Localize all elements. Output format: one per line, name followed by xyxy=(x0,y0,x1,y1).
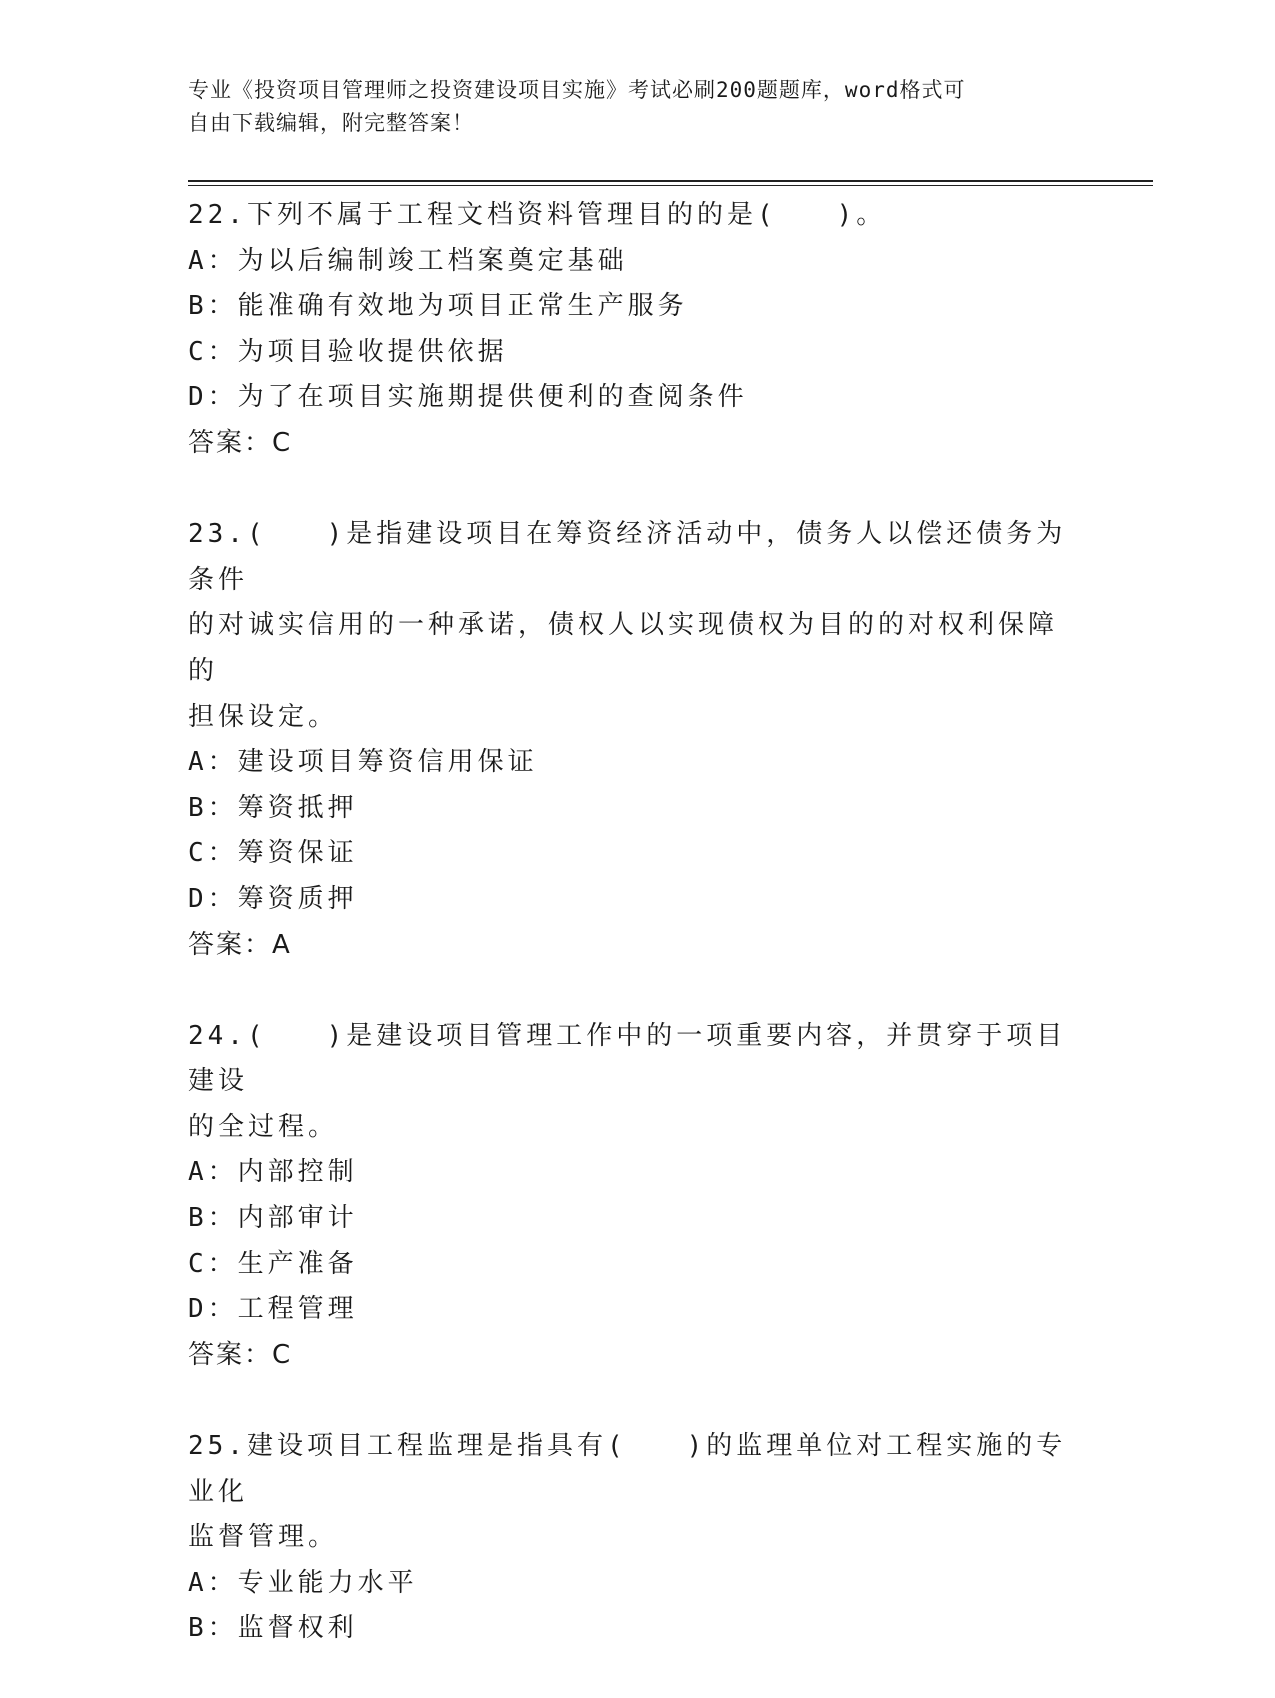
document-header xyxy=(188,74,1068,140)
option-c: C：筹资保证 xyxy=(188,838,358,869)
option-b: B：监督权利 xyxy=(188,1613,358,1644)
option-a: A：专业能力水平 xyxy=(188,1567,418,1598)
question-stem: 22.下列不属于工程文档资料管理目的的是( )。 xyxy=(188,200,887,230)
question-23 xyxy=(188,512,1068,968)
answer: 答案：C xyxy=(188,1339,293,1370)
option-b: B：内部审计 xyxy=(188,1203,358,1234)
question-24 xyxy=(188,1014,1068,1379)
question-stem: 24.( )是建设项目管理工作中的一项重要内容，并贯穿于项目建设 xyxy=(188,1020,1067,1097)
option-b: B：筹资抵押 xyxy=(188,792,358,823)
answer: 答案：A xyxy=(188,929,292,960)
question-stem: 的对诚实信用的一种承诺，债权人以实现债权为目的的对权利保障的 xyxy=(188,610,1059,686)
option-a: A：为以后编制竣工档案奠定基础 xyxy=(188,245,628,276)
option-a: A：内部控制 xyxy=(188,1157,358,1188)
question-stem: 担保设定。 xyxy=(188,701,339,732)
question-stem: 23.( )是指建设项目在筹资经济活动中，债务人以偿还债务为条件 xyxy=(188,519,1067,595)
option-b: B：能准确有效地为项目正常生产服务 xyxy=(188,291,688,322)
header-line-1: 专业《投资项目管理师之投资建设项目实施》考试必刷200题题库，word格式可 xyxy=(188,78,966,102)
option-c: C：生产准备 xyxy=(188,1248,358,1279)
question-stem: 25.建设项目工程监理是指具有( )的监理单位对工程实施的专业化 xyxy=(188,1431,1067,1507)
option-d: D：筹资质押 xyxy=(188,883,358,914)
header-rule-thick xyxy=(188,180,1153,182)
question-22 xyxy=(188,193,1068,467)
question-25 xyxy=(188,1424,1068,1652)
header-line-2: 自由下载编辑，附完整答案！ xyxy=(188,111,474,135)
question-stem: 的全过程。 xyxy=(188,1111,339,1142)
option-a: A：建设项目筹资信用保证 xyxy=(188,747,538,778)
header-rule-thin xyxy=(188,185,1153,186)
question-stem: 监督管理。 xyxy=(188,1522,339,1553)
option-d: D：工程管理 xyxy=(188,1294,358,1325)
answer: 答案：C xyxy=(188,427,293,458)
option-c: C：为项目验收提供依据 xyxy=(188,336,508,367)
question-list xyxy=(188,193,1068,1698)
option-d: D：为了在项目实施期提供便利的查阅条件 xyxy=(188,382,748,413)
